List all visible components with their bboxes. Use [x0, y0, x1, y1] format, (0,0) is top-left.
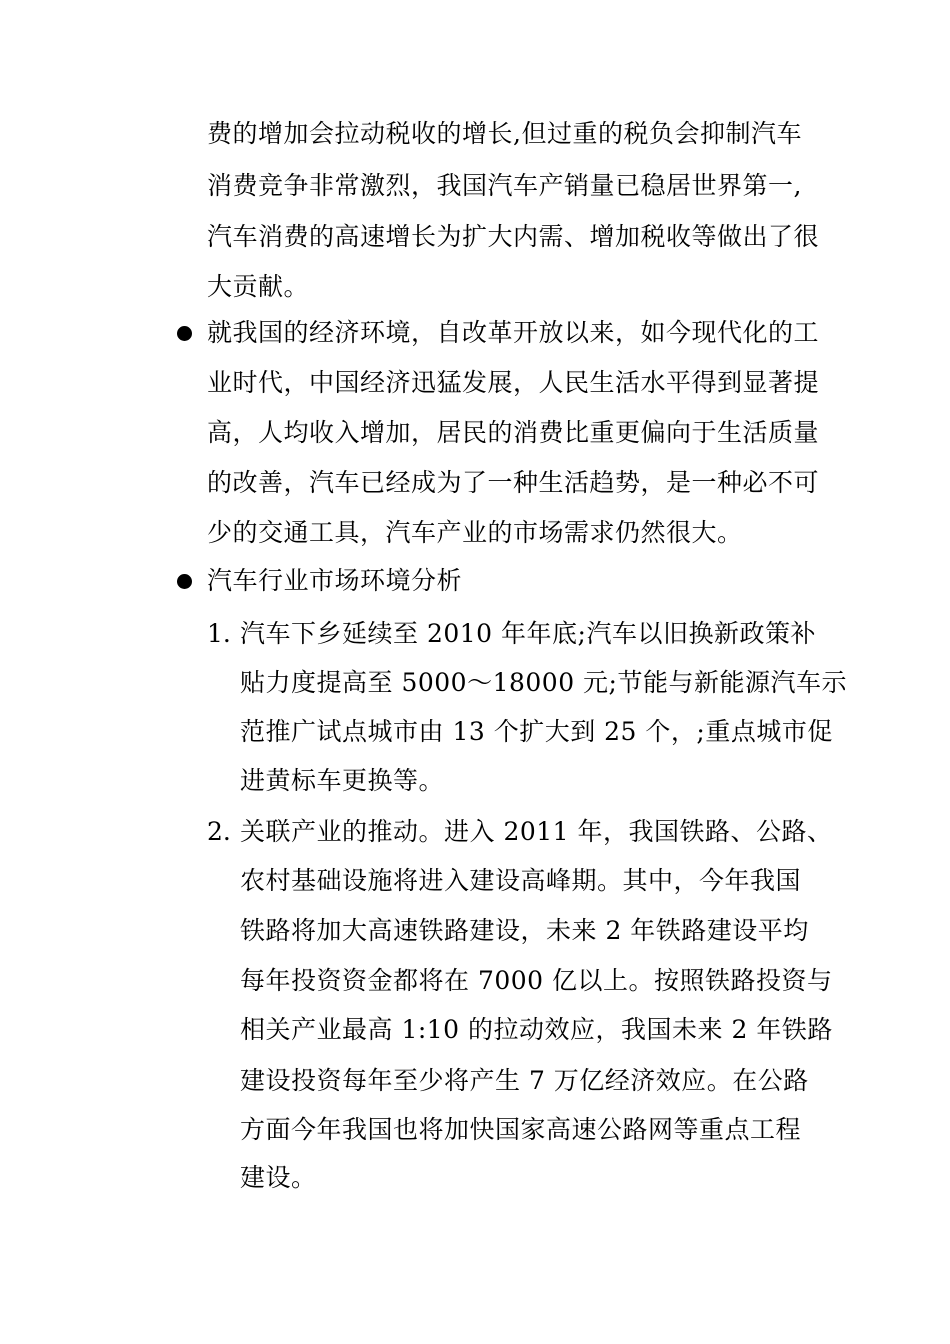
numbered-line: 农村基础设施将进入建设高峰期。其中，今年我国 — [240, 866, 802, 895]
bullet-icon — [177, 326, 192, 341]
bullet-line: 就我国的经济环境，自改革开放以来，如今现代化的工 — [207, 318, 820, 347]
numbered-line: 建设投资每年至少将产生 7 万亿经济效应。在公路 — [240, 1066, 809, 1095]
numbered-line: 进黄标车更换等。 — [240, 766, 445, 795]
paragraph-line: 消费竞争非常激烈，我国汽车产销量已稳居世界第一, — [207, 171, 802, 200]
list-number: 2. — [207, 817, 231, 846]
numbered-line: 汽车下乡延续至 2010 年年底;汽车以旧换新政策补 — [240, 619, 816, 648]
numbered-line: 关联产业的推动。进入 2011 年，我国铁路、公路、 — [240, 817, 833, 846]
numbered-line: 建设。 — [240, 1163, 317, 1192]
paragraph-line: 大贡献。 — [207, 272, 310, 301]
bullet-icon — [177, 574, 192, 589]
bullet-line: 业时代，中国经济迅猛发展，人民生活水平得到显著提 — [207, 368, 820, 397]
paragraph-line: 费的增加会拉动税收的增长,但过重的税负会抑制汽车 — [207, 119, 802, 148]
paragraph-line: 汽车消费的高速增长为扩大内需、增加税收等做出了很 — [207, 222, 820, 251]
bullet-line: 少的交通工具，汽车产业的市场需求仍然很大。 — [207, 518, 743, 547]
bullet-line: 汽车行业市场环境分析 — [207, 566, 463, 595]
list-number: 1. — [207, 619, 231, 648]
numbered-line: 方面今年我国也将加快国家高速公路网等重点工程 — [240, 1115, 802, 1144]
numbered-line: 相关产业最高 1:10 的拉动效应，我国未来 2 年铁路 — [240, 1015, 833, 1044]
bullet-line: 高，人均收入增加，居民的消费比重更偏向于生活质量 — [207, 418, 820, 447]
numbered-line: 贴力度提高至 5000～18000 元;节能与新能源汽车示 — [240, 668, 847, 697]
numbered-line: 铁路将加大高速铁路建设，未来 2 年铁路建设平均 — [240, 916, 809, 945]
numbered-line: 每年投资资金都将在 7000 亿以上。按照铁路投资与 — [240, 966, 833, 995]
bullet-line: 的改善，汽车已经成为了一种生活趋势，是一种必不可 — [207, 468, 820, 497]
numbered-line: 范推广试点城市由 13 个扩大到 25 个，;重点城市促 — [240, 717, 833, 746]
